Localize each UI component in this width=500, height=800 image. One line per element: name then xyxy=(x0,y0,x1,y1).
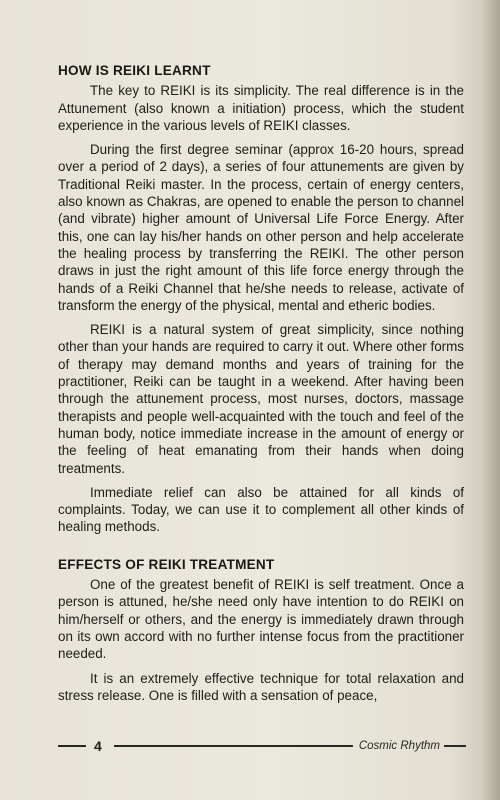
spine-shadow xyxy=(482,0,500,800)
paragraph: One of the greatest benefit of REIKI is self treatment. Once a person is attuned, he/she need only have intention to do REIKI on him/herself or others, and the energy is immediately drawn through on its own accord with no further intense focus from the practitioner needed. xyxy=(58,577,464,662)
section-gap xyxy=(58,543,464,556)
paragraph: The key to REIKI is its simplicity. The real difference is in the Attunement (also known a initiation) process, which the student experience in the various levels of REIKI classes. xyxy=(58,83,464,133)
paragraph: Immediate relief can also be attained for all kinds of complaints. Today, we can use it to complement all other kinds of healing methods. xyxy=(58,484,464,535)
footer-rule-left xyxy=(58,745,86,747)
footer-rule-middle xyxy=(114,745,353,747)
section-effects-of-reiki-treatment xyxy=(58,556,464,704)
footer-rule-right xyxy=(444,745,466,747)
paragraph: REIKI is a natural system of great simplicity, since nothing other than your hands are required to carry it out. Where other forms of therapy may demand months and years of training for the practitioner, Reiki can be taught in a weekend. After having been through the attunement process, most nurses, doctors, massage therapists and people well-acquainted with the touch and feel of the human body, notice immediate increase in the amount of energy or the feeling of heat emanating from their hands when doing treatments. xyxy=(58,322,464,476)
page-body xyxy=(58,62,464,711)
paragraph: It is an extremely effective technique for total relaxation and stress release. One is filled with a sensation of peace, xyxy=(58,670,464,703)
section-heading: EFFECTS OF REIKI TREATMENT xyxy=(58,556,275,572)
page-number: 4 xyxy=(94,738,102,754)
page-footer xyxy=(58,738,466,754)
section-how-is-reiki-learnt xyxy=(58,62,464,536)
section-heading: HOW IS REIKI LEARNT xyxy=(58,63,211,78)
paragraph: During the first degree seminar (approx 16-20 hours, spread over a period of 2 days), a series of four attunements are given by Traditional Reiki master. In the process, certain of energy centers, also known as Chakras, are opened to enable the person to channel (and vibrate) higher amount of Universal Life Force Energy. After this, one can lay his/her hands on other person and help accelerate the healing process by transferring the REIKI. The other person draws in just the right amount of this life force energy through the hands of a Reiki Channel that he/she needs to release, activate of transform the energy of the physical, mental and etheric bodies. xyxy=(58,142,464,313)
running-title: Cosmic Rhythm xyxy=(358,740,440,752)
